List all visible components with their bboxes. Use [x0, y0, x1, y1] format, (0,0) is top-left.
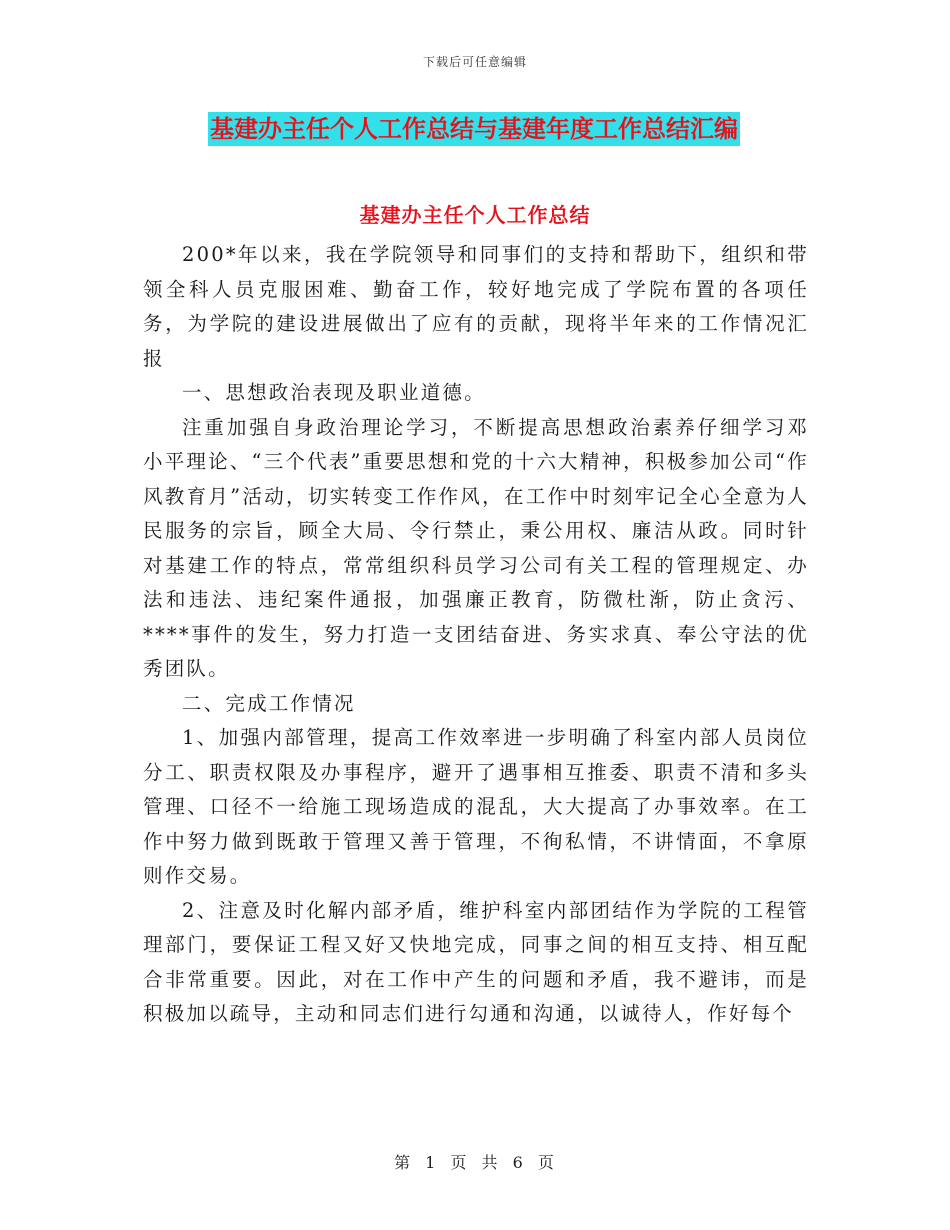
- page-number-footer: 第 1 页 共 6 页: [394, 1153, 556, 1172]
- paragraph-resolve-conflicts: 2、注意及时化解内部矛盾，维护科室内部团结作为学院的工程管理部门，要保证工程又好又快地完成，同事之间的相互支持、相互配合非常重要。因此，对在工作中产生的问题和矛盾，我不避讳，而是积极加以疏导，主动和同志们进行勾通和沟通，以诚待人，作好每个: [143, 898, 809, 1025]
- paragraph-internal-management: 1、加强内部管理，提高工作效率进一步明确了科室内部人员岗位分工、职责权限及办事程序，避开了遇事相互推委、职责不清和多头管理、口径不一给施工现场造成的混乱，大大提高了办事效率。在工作中努力做到既敢于管理又善于管理，不徇私情，不讲情面，不拿原则作交易。: [143, 726, 809, 887]
- paragraph-political-study: 注重加强自身政治理论学习，不断提高思想政治素养仔细学习邓小平理论、“三个代表”重要思想和党的十六大精神，积极参加公司“作风教育月”活动，切实转变工作作风，在工作中时刻牢记全心全意为人民服务的宗旨，顾全大局、令行禁止，秉公用权、廉洁从政。同时针对基建工作的特点，常常组织科员学习公司有关工程的管理规定、办法和违法、违纪案件通报，加强廉正教育，防微杜渐，防止贪污、****事件的发生，努力打造一支团结奋进、务实求真、奉公守法的优秀团队。: [143, 415, 809, 680]
- document-body: [143, 238, 809, 1032]
- header-note: 下载后可任意编辑: [422, 55, 527, 69]
- paragraph-intro: 200*年以来，我在学院领导和同事们的支持和帮助下，组织和带领全科人员克服困难、勤奋工作，较好地完成了学院布置的各项任务，为学院的建设进展做出了应有的贡献，现将半年来的工作情况汇报: [143, 243, 809, 370]
- heading-political-performance: 一、思想政治表现及职业道德。: [182, 381, 486, 404]
- document-title: 基建办主任个人工作总结与基建年度工作总结汇编: [208, 112, 740, 146]
- section-title: 基建办主任个人工作总结: [359, 203, 591, 227]
- heading-work-completed: 二、完成工作情况: [182, 691, 356, 715]
